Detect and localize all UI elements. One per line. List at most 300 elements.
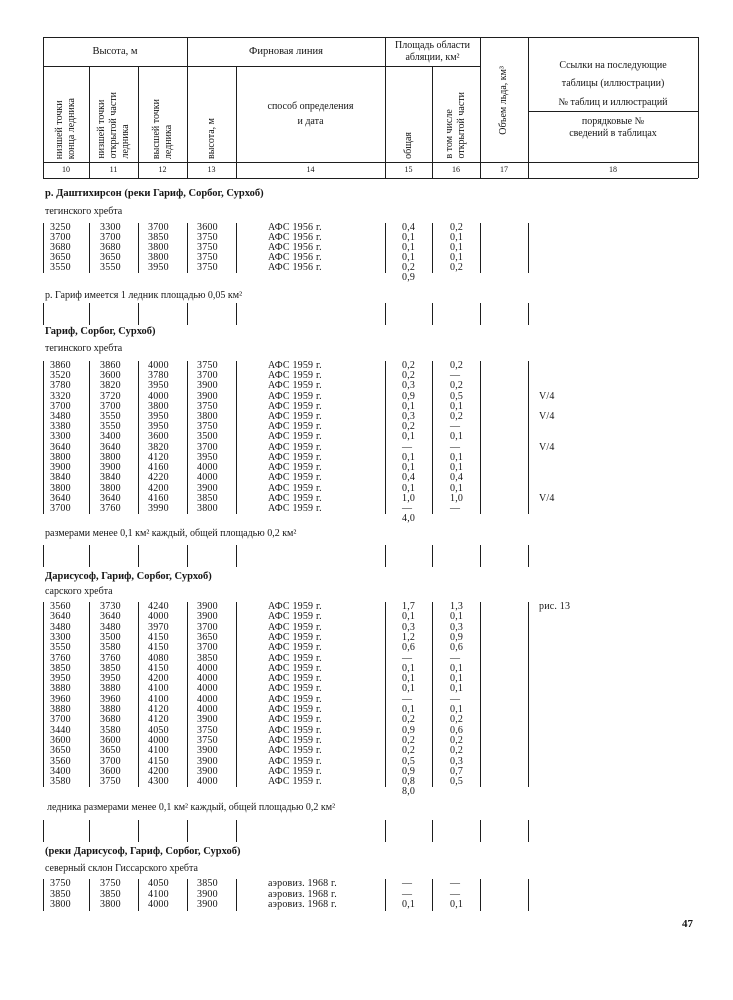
ablation-area-open-cell: 0,6	[450, 642, 464, 654]
low-end-elevation-cell: 3640	[50, 611, 71, 623]
header-label: открытой части	[107, 92, 119, 159]
refs-serial-label-line2: сведений в таблицах	[569, 128, 657, 139]
firn-method-date-cell: АФС 1956 г.	[268, 252, 322, 263]
ablation-area-open-cell: 0,1	[450, 252, 464, 263]
firn-method-date-cell: АФС 1959 г.	[268, 642, 322, 654]
table-row	[0, 473, 733, 483]
firn-line-elevation-cell: 3900	[197, 765, 218, 777]
ablation-area-open-cell: 0,5	[450, 776, 464, 788]
firn-method-date-cell: АФС 1959 г.	[268, 683, 322, 695]
empty-row-rule	[432, 545, 433, 567]
column-number: 13	[207, 165, 216, 174]
ablation-area-open-cell: 0,1	[450, 431, 464, 443]
low-end-elevation-cell: 3520	[50, 370, 71, 382]
low-end-elevation-cell: 3850	[50, 662, 71, 674]
empty-row-rule	[89, 303, 90, 325]
column-rule	[89, 223, 90, 273]
column-rule	[89, 879, 90, 911]
empty-row-rule	[236, 820, 237, 842]
header-column-rule	[698, 37, 699, 178]
firn-method-date-cell: АФС 1959 г.	[268, 411, 322, 423]
low-open-elevation-cell: 3800	[100, 451, 121, 463]
firn-line-elevation-cell: 3600	[197, 222, 218, 233]
column-rule	[528, 879, 529, 911]
firn-line-elevation-cell: 3650	[197, 631, 218, 643]
firn-method-date-cell: АФС 1959 г.	[268, 421, 322, 433]
low-open-elevation-cell: 3400	[100, 431, 121, 443]
header-col17	[480, 40, 528, 160]
ablation-area-open-cell: 0,1	[450, 704, 464, 715]
ablation-area-total-sum: 0,9	[402, 272, 416, 283]
ablation-area-open-cell: 0,4	[450, 472, 464, 484]
ablation-area-total-cell: 0,1	[402, 482, 416, 494]
empty-row-rule	[187, 303, 188, 325]
high-elevation-cell: 4240	[148, 601, 169, 612]
low-open-elevation-cell: 3550	[100, 262, 121, 273]
firn-method-date-cell: АФС 1956 г.	[268, 262, 322, 273]
firn-method-date-cell: АФС 1959 г.	[268, 693, 322, 705]
ablation-area-total-cell: 0,2	[402, 360, 416, 371]
ablation-area-open-cell: —	[450, 652, 461, 664]
firn-line-elevation-cell: 3500	[197, 431, 218, 443]
header-col15	[385, 67, 432, 162]
high-elevation-cell: 4000	[148, 899, 169, 910]
firn-line-elevation-cell: 3900	[197, 714, 218, 726]
reference-cell: V/4	[539, 411, 555, 423]
firn-method-date-cell: АФС 1956 г.	[268, 222, 322, 233]
high-elevation-cell: 3600	[148, 431, 169, 443]
firn-method-date-cell: АФС 1959 г.	[268, 611, 322, 623]
low-end-elevation-cell: 3480	[50, 621, 71, 633]
empty-row-rule	[236, 303, 237, 325]
header-label: высшей точки	[150, 98, 162, 159]
high-elevation-cell: 3820	[148, 441, 169, 453]
column-rule	[138, 879, 139, 911]
firn-method-date-cell: аэровиз. 1968 г.	[268, 899, 337, 910]
low-open-elevation-cell: 3700	[100, 400, 121, 412]
ablation-area-total-cell: 1,2	[402, 631, 416, 643]
total-row	[0, 273, 733, 283]
low-open-elevation-cell: 3550	[100, 411, 121, 423]
high-elevation-cell: 3800	[148, 400, 169, 412]
low-open-elevation-cell: 3640	[100, 611, 121, 623]
section-note: размерами менее 0,1 км² каждый, общей площадью 0,2 км²	[45, 528, 297, 539]
ablation-area-total-cell: 0,1	[402, 400, 416, 412]
empty-row-rule	[43, 545, 44, 567]
low-end-elevation-cell: 3860	[50, 360, 71, 371]
high-elevation-cell: 4000	[148, 390, 169, 402]
low-open-elevation-cell: 3680	[100, 242, 121, 253]
high-elevation-cell: 4200	[148, 673, 169, 685]
low-end-elevation-cell: 3700	[50, 502, 71, 514]
low-open-elevation-cell: 3600	[100, 370, 121, 382]
ablation-area-label-line2: абляции, км²	[405, 52, 460, 63]
high-elevation-cell: 4120	[148, 451, 169, 463]
firn-method-date-cell: АФС 1959 г.	[268, 441, 322, 453]
column-rule	[43, 602, 44, 787]
table-row	[0, 900, 733, 911]
ablation-area-total-cell: —	[402, 888, 413, 900]
high-elevation-cell: 4150	[148, 662, 169, 674]
firn-line-elevation-cell: 3750	[197, 724, 218, 736]
low-open-elevation-cell: 3860	[100, 360, 121, 371]
firn-method-date-cell: АФС 1959 г.	[268, 502, 322, 514]
high-elevation-cell: 3970	[148, 621, 169, 633]
high-elevation-cell: 4100	[148, 683, 169, 695]
low-open-elevation-cell: 3480	[100, 621, 121, 633]
ablation-area-total-cell: 0,8	[402, 776, 416, 788]
column-rule	[385, 223, 386, 273]
reference-cell: V/4	[539, 390, 555, 402]
high-elevation-cell: 3950	[148, 421, 169, 433]
table-row	[0, 504, 733, 514]
low-end-elevation-cell: 3650	[50, 252, 71, 263]
ablation-area-open-cell: 0,3	[450, 755, 464, 767]
low-open-elevation-cell: 3640	[100, 441, 121, 453]
firn-line-elevation-cell: 3750	[197, 400, 218, 412]
column-number: 10	[62, 165, 70, 174]
low-open-elevation-cell: 3840	[100, 472, 121, 484]
section-title: Гариф, Сорбог, Сурхоб)	[45, 326, 156, 337]
empty-row-rule	[528, 303, 529, 325]
empty-row-rule	[432, 820, 433, 842]
firn-method-date-cell: АФС 1959 г.	[268, 662, 322, 674]
empty-row-rule	[138, 303, 139, 325]
ablation-area-total-cell: 0,1	[402, 232, 416, 243]
section-subtitle: тегинского хребта	[45, 343, 123, 354]
firn-line-elevation-cell: 3900	[197, 601, 218, 612]
ablation-area-total-cell: 0,1	[402, 704, 416, 715]
ablation-area-total-cell: 0,2	[402, 745, 416, 757]
low-end-elevation-cell: 3300	[50, 631, 71, 643]
ablation-area-open-cell: 0,1	[450, 242, 464, 253]
low-end-elevation-cell: 3880	[50, 683, 71, 695]
high-elevation-cell: 4200	[148, 765, 169, 777]
reference-cell: V/4	[539, 492, 555, 504]
firn-method-date-cell: АФС 1956 г.	[268, 242, 322, 253]
column-rule	[236, 879, 237, 911]
column-rule	[480, 602, 481, 787]
firn-method-date-cell: АФС 1959 г.	[268, 776, 322, 788]
column-rule	[432, 879, 433, 911]
low-open-elevation-cell: 3640	[100, 492, 121, 504]
column-rule	[528, 223, 529, 273]
low-end-elevation-cell: 3580	[50, 776, 71, 788]
ablation-area-total-cell: 0,1	[402, 451, 416, 463]
firn-line-elevation-cell: 4000	[197, 462, 218, 474]
empty-row-rule	[385, 303, 386, 325]
low-end-elevation-cell: 3440	[50, 724, 71, 736]
header-label: открытой части	[456, 92, 467, 159]
low-open-elevation-cell: 3700	[100, 232, 121, 243]
firn-line-elevation-cell: 3850	[197, 878, 218, 889]
firn-line-elevation-cell: 3900	[197, 899, 218, 910]
column-rule	[480, 361, 481, 514]
ablation-area-open-cell: 0,9	[450, 631, 464, 643]
low-open-elevation-cell: 3700	[100, 755, 121, 767]
low-end-elevation-cell: 3900	[50, 462, 71, 474]
low-open-elevation-cell: 3650	[100, 252, 121, 263]
empty-row-rule	[432, 303, 433, 325]
header-label: низшей точки	[95, 100, 107, 159]
firn-line-elevation-cell: 3700	[197, 441, 218, 453]
firn-line-elevation-cell: 3750	[197, 734, 218, 746]
empty-row-rule	[89, 820, 90, 842]
firn-method-date-cell: АФС 1959 г.	[268, 472, 322, 484]
ablation-area-open-cell: —	[450, 502, 461, 514]
firn-line-elevation-cell: 3700	[197, 370, 218, 382]
empty-row-rule	[528, 545, 529, 567]
high-elevation-cell: 3950	[148, 262, 169, 273]
header-col12	[138, 67, 187, 162]
ablation-area-total-cell: —	[402, 441, 413, 453]
ablation-area-open-cell: 0,2	[450, 734, 464, 746]
firn-line-elevation-cell: 4000	[197, 704, 218, 715]
ablation-area-total-cell: 0,9	[402, 724, 416, 736]
low-end-elevation-cell: 3800	[50, 451, 71, 463]
ablation-area-label-line1: Площадь области	[395, 40, 470, 51]
firn-line-elevation-cell: 3900	[197, 482, 218, 494]
ablation-area-total-cell: 0,1	[402, 899, 416, 910]
firn-line-elevation-cell: 3750	[197, 360, 218, 371]
refs-label-line1: Ссылки на последующие	[559, 60, 667, 71]
low-open-elevation-cell: 3600	[100, 765, 121, 777]
high-elevation-cell: 4150	[148, 755, 169, 767]
ablation-area-open-cell: 0,1	[450, 662, 464, 674]
ablation-area-total-cell: 0,1	[402, 683, 416, 695]
low-end-elevation-cell: 3880	[50, 704, 71, 715]
section-title: Дарисусоф, Гариф, Сорбог, Сурхоб)	[45, 571, 212, 582]
column-rule	[480, 879, 481, 911]
column-number: 15	[404, 165, 413, 174]
header-col16	[432, 67, 480, 162]
low-end-elevation-cell: 3700	[50, 232, 71, 243]
height-group-label: Высота, м	[92, 46, 138, 57]
firn-line-elevation-cell: 3900	[197, 755, 218, 767]
ablation-area-total-cell: 0,9	[402, 765, 416, 777]
high-elevation-cell: 4000	[148, 734, 169, 746]
low-open-elevation-cell: 3600	[100, 734, 121, 746]
low-open-elevation-cell: 3800	[100, 482, 121, 494]
column-rule	[385, 361, 386, 514]
section-subtitle: сарского хребта	[45, 586, 113, 597]
high-elevation-cell: 4080	[148, 652, 169, 664]
ablation-area-total-sum: 4,0	[402, 513, 416, 525]
firn-method-date-cell: АФС 1959 г.	[268, 652, 322, 664]
empty-row-rule	[43, 820, 44, 842]
firn-line-elevation-cell: 3750	[197, 421, 218, 433]
firn-method-date-cell: АФС 1959 г.	[268, 370, 322, 382]
ablation-area-open-cell: —	[450, 878, 461, 889]
low-end-elevation-cell: 3960	[50, 693, 71, 705]
ablation-area-total-cell: 0,1	[402, 242, 416, 253]
high-elevation-cell: 4200	[148, 482, 169, 494]
low-open-elevation-cell: 3680	[100, 714, 121, 726]
firn-method-date-cell: АФС 1959 г.	[268, 482, 322, 494]
ablation-area-open-cell: 1,3	[450, 601, 464, 612]
low-end-elevation-cell: 3480	[50, 411, 71, 423]
low-end-elevation-cell: 3800	[50, 482, 71, 494]
ablation-area-open-cell: 0,1	[450, 899, 464, 910]
ablation-area-open-cell: 0,1	[450, 451, 464, 463]
low-open-elevation-cell: 3500	[100, 631, 121, 643]
firn-line-elevation-cell: 3750	[197, 252, 218, 263]
column-rule	[385, 879, 386, 911]
ablation-area-total-cell: —	[402, 878, 413, 889]
ablation-area-total-cell: 1,0	[402, 492, 416, 504]
firn-method-date-cell: АФС 1959 г.	[268, 462, 322, 474]
column-number: 14	[306, 165, 315, 174]
low-open-elevation-cell: 3850	[100, 888, 121, 900]
header-label: ледника	[162, 124, 174, 159]
ablation-area-open-cell: 0,5	[450, 390, 464, 402]
low-open-elevation-cell: 3760	[100, 652, 121, 664]
ablation-area-total-sum: 8,0	[402, 786, 416, 798]
total-row	[0, 514, 733, 524]
firn-line-elevation-cell: 3900	[197, 888, 218, 900]
low-open-elevation-cell: 3650	[100, 745, 121, 757]
column-rule	[528, 602, 529, 787]
empty-row-rule	[187, 820, 188, 842]
header-col14-line1: способ определения	[267, 101, 354, 112]
firn-line-elevation-cell: 3750	[197, 262, 218, 273]
column-rule	[43, 361, 44, 514]
firn-line-elevation-cell: 3750	[197, 232, 218, 243]
empty-row-rule	[138, 545, 139, 567]
refs-table-numbers-label: № таблиц и иллюстраций	[558, 97, 668, 108]
ablation-area-open-cell: —	[450, 421, 461, 433]
firn-method-date-cell: АФС 1959 г.	[268, 704, 322, 715]
high-elevation-cell: 3780	[148, 370, 169, 382]
high-elevation-cell: 3990	[148, 502, 169, 514]
firn-method-date-cell: АФС 1959 г.	[268, 400, 322, 412]
empty-row-rule	[236, 545, 237, 567]
header-col13	[187, 67, 236, 162]
ablation-area-total-cell: 0,1	[402, 462, 416, 474]
high-elevation-cell: 4100	[148, 888, 169, 900]
column-rule	[138, 361, 139, 514]
header-label: высота, м	[205, 117, 217, 159]
firn-method-date-cell: АФС 1959 г.	[268, 755, 322, 767]
ablation-area-total-cell: 0,1	[402, 662, 416, 674]
firn-method-date-cell: АФС 1959 г.	[268, 492, 322, 504]
firn-line-elevation-cell: 3850	[197, 492, 218, 504]
firn-line-elevation-cell: 4000	[197, 776, 218, 788]
ablation-area-total-cell: —	[402, 502, 413, 514]
table-row	[0, 643, 733, 653]
ablation-area-total-cell: 0,3	[402, 621, 416, 633]
ablation-area-total-cell: 0,1	[402, 252, 416, 263]
low-end-elevation-cell: 3550	[50, 642, 71, 654]
ablation-area-total-cell: 0,2	[402, 421, 416, 433]
low-open-elevation-cell: 3960	[100, 693, 121, 705]
firn-method-date-cell: АФС 1959 г.	[268, 673, 322, 685]
low-end-elevation-cell: 3550	[50, 262, 71, 273]
empty-row-rule	[138, 820, 139, 842]
ablation-area-open-cell: 0,2	[450, 262, 464, 273]
high-elevation-cell: 3800	[148, 242, 169, 253]
high-elevation-cell: 4050	[148, 878, 169, 889]
column-number: 12	[158, 165, 167, 174]
table-row	[0, 746, 733, 756]
column-number: 18	[609, 165, 617, 174]
ablation-area-total-cell: 0,4	[402, 472, 416, 484]
low-end-elevation-cell: 3840	[50, 472, 71, 484]
column-rule	[236, 602, 237, 787]
column-rule	[432, 361, 433, 514]
column-number: 17	[500, 165, 508, 174]
ablation-area-open-cell: 0,1	[450, 482, 464, 494]
empty-row-rule	[480, 820, 481, 842]
low-open-elevation-cell: 3900	[100, 462, 121, 474]
column-rule	[385, 602, 386, 787]
header-col11	[89, 67, 138, 162]
empty-row-rule	[89, 545, 90, 567]
firn-method-date-cell: АФС 1959 г.	[268, 724, 322, 736]
high-elevation-cell: 3950	[148, 380, 169, 392]
low-end-elevation-cell: 3640	[50, 492, 71, 504]
firn-method-date-cell: АФС 1959 г.	[268, 451, 322, 463]
low-end-elevation-cell: 3250	[50, 222, 71, 233]
low-open-elevation-cell: 3580	[100, 642, 121, 654]
refs-serial-label-line1: порядковые №	[581, 116, 645, 127]
reference-cell: рис. 13	[539, 601, 571, 612]
ablation-area-total-cell: 0,3	[402, 380, 416, 392]
firn-method-date-cell: АФС 1959 г.	[268, 380, 322, 392]
ablation-area-total-cell: 0,2	[402, 714, 416, 726]
low-open-elevation-cell: 3550	[100, 421, 121, 433]
low-end-elevation-cell: 3320	[50, 390, 71, 402]
ablation-area-total-cell: 0,2	[402, 370, 416, 382]
empty-row-rule	[385, 820, 386, 842]
reference-cell: V/4	[539, 441, 555, 453]
header-label: ледника	[119, 124, 131, 159]
low-end-elevation-cell: 3640	[50, 441, 71, 453]
firn-method-date-cell: АФС 1959 г.	[268, 601, 322, 612]
low-end-elevation-cell: 3560	[50, 601, 71, 612]
firn-line-elevation-cell: 3700	[197, 621, 218, 633]
column-rule	[43, 223, 44, 273]
header-top-rule	[43, 37, 698, 38]
ablation-area-open-cell: 0,2	[450, 411, 464, 423]
low-end-elevation-cell: 3380	[50, 421, 71, 433]
high-elevation-cell: 4100	[148, 693, 169, 705]
ablation-area-open-cell: 0,6	[450, 724, 464, 736]
refs-sub-rule	[528, 111, 698, 112]
high-elevation-cell: 4120	[148, 704, 169, 715]
low-end-elevation-cell: 3780	[50, 380, 71, 392]
column-rule	[187, 879, 188, 911]
header-col10	[43, 67, 89, 162]
low-open-elevation-cell: 3720	[100, 390, 121, 402]
ablation-area-total-cell: 0,9	[402, 390, 416, 402]
ablation-area-open-cell: 0,1	[450, 232, 464, 243]
ablation-area-open-cell: 0,7	[450, 765, 464, 777]
firn-line-elevation-cell: 3900	[197, 745, 218, 757]
low-end-elevation-cell: 3680	[50, 242, 71, 253]
firn-line-elevation-cell: 4000	[197, 693, 218, 705]
low-open-elevation-cell: 3750	[100, 776, 121, 788]
firn-line-elevation-cell: 3900	[197, 611, 218, 623]
ablation-area-open-cell: 0,2	[450, 222, 464, 233]
firn-line-elevation-cell: 3800	[197, 411, 218, 423]
firn-method-date-cell: АФС 1959 г.	[268, 390, 322, 402]
ablation-area-total-cell: 0,4	[402, 222, 416, 233]
section-note: р. Гариф имеется 1 ледник площадью 0,05 км²	[45, 290, 243, 301]
ablation-area-total-cell: 0,6	[402, 642, 416, 654]
ablation-area-open-cell: 1,0	[450, 492, 464, 504]
ablation-area-total-cell: 0,2	[402, 734, 416, 746]
